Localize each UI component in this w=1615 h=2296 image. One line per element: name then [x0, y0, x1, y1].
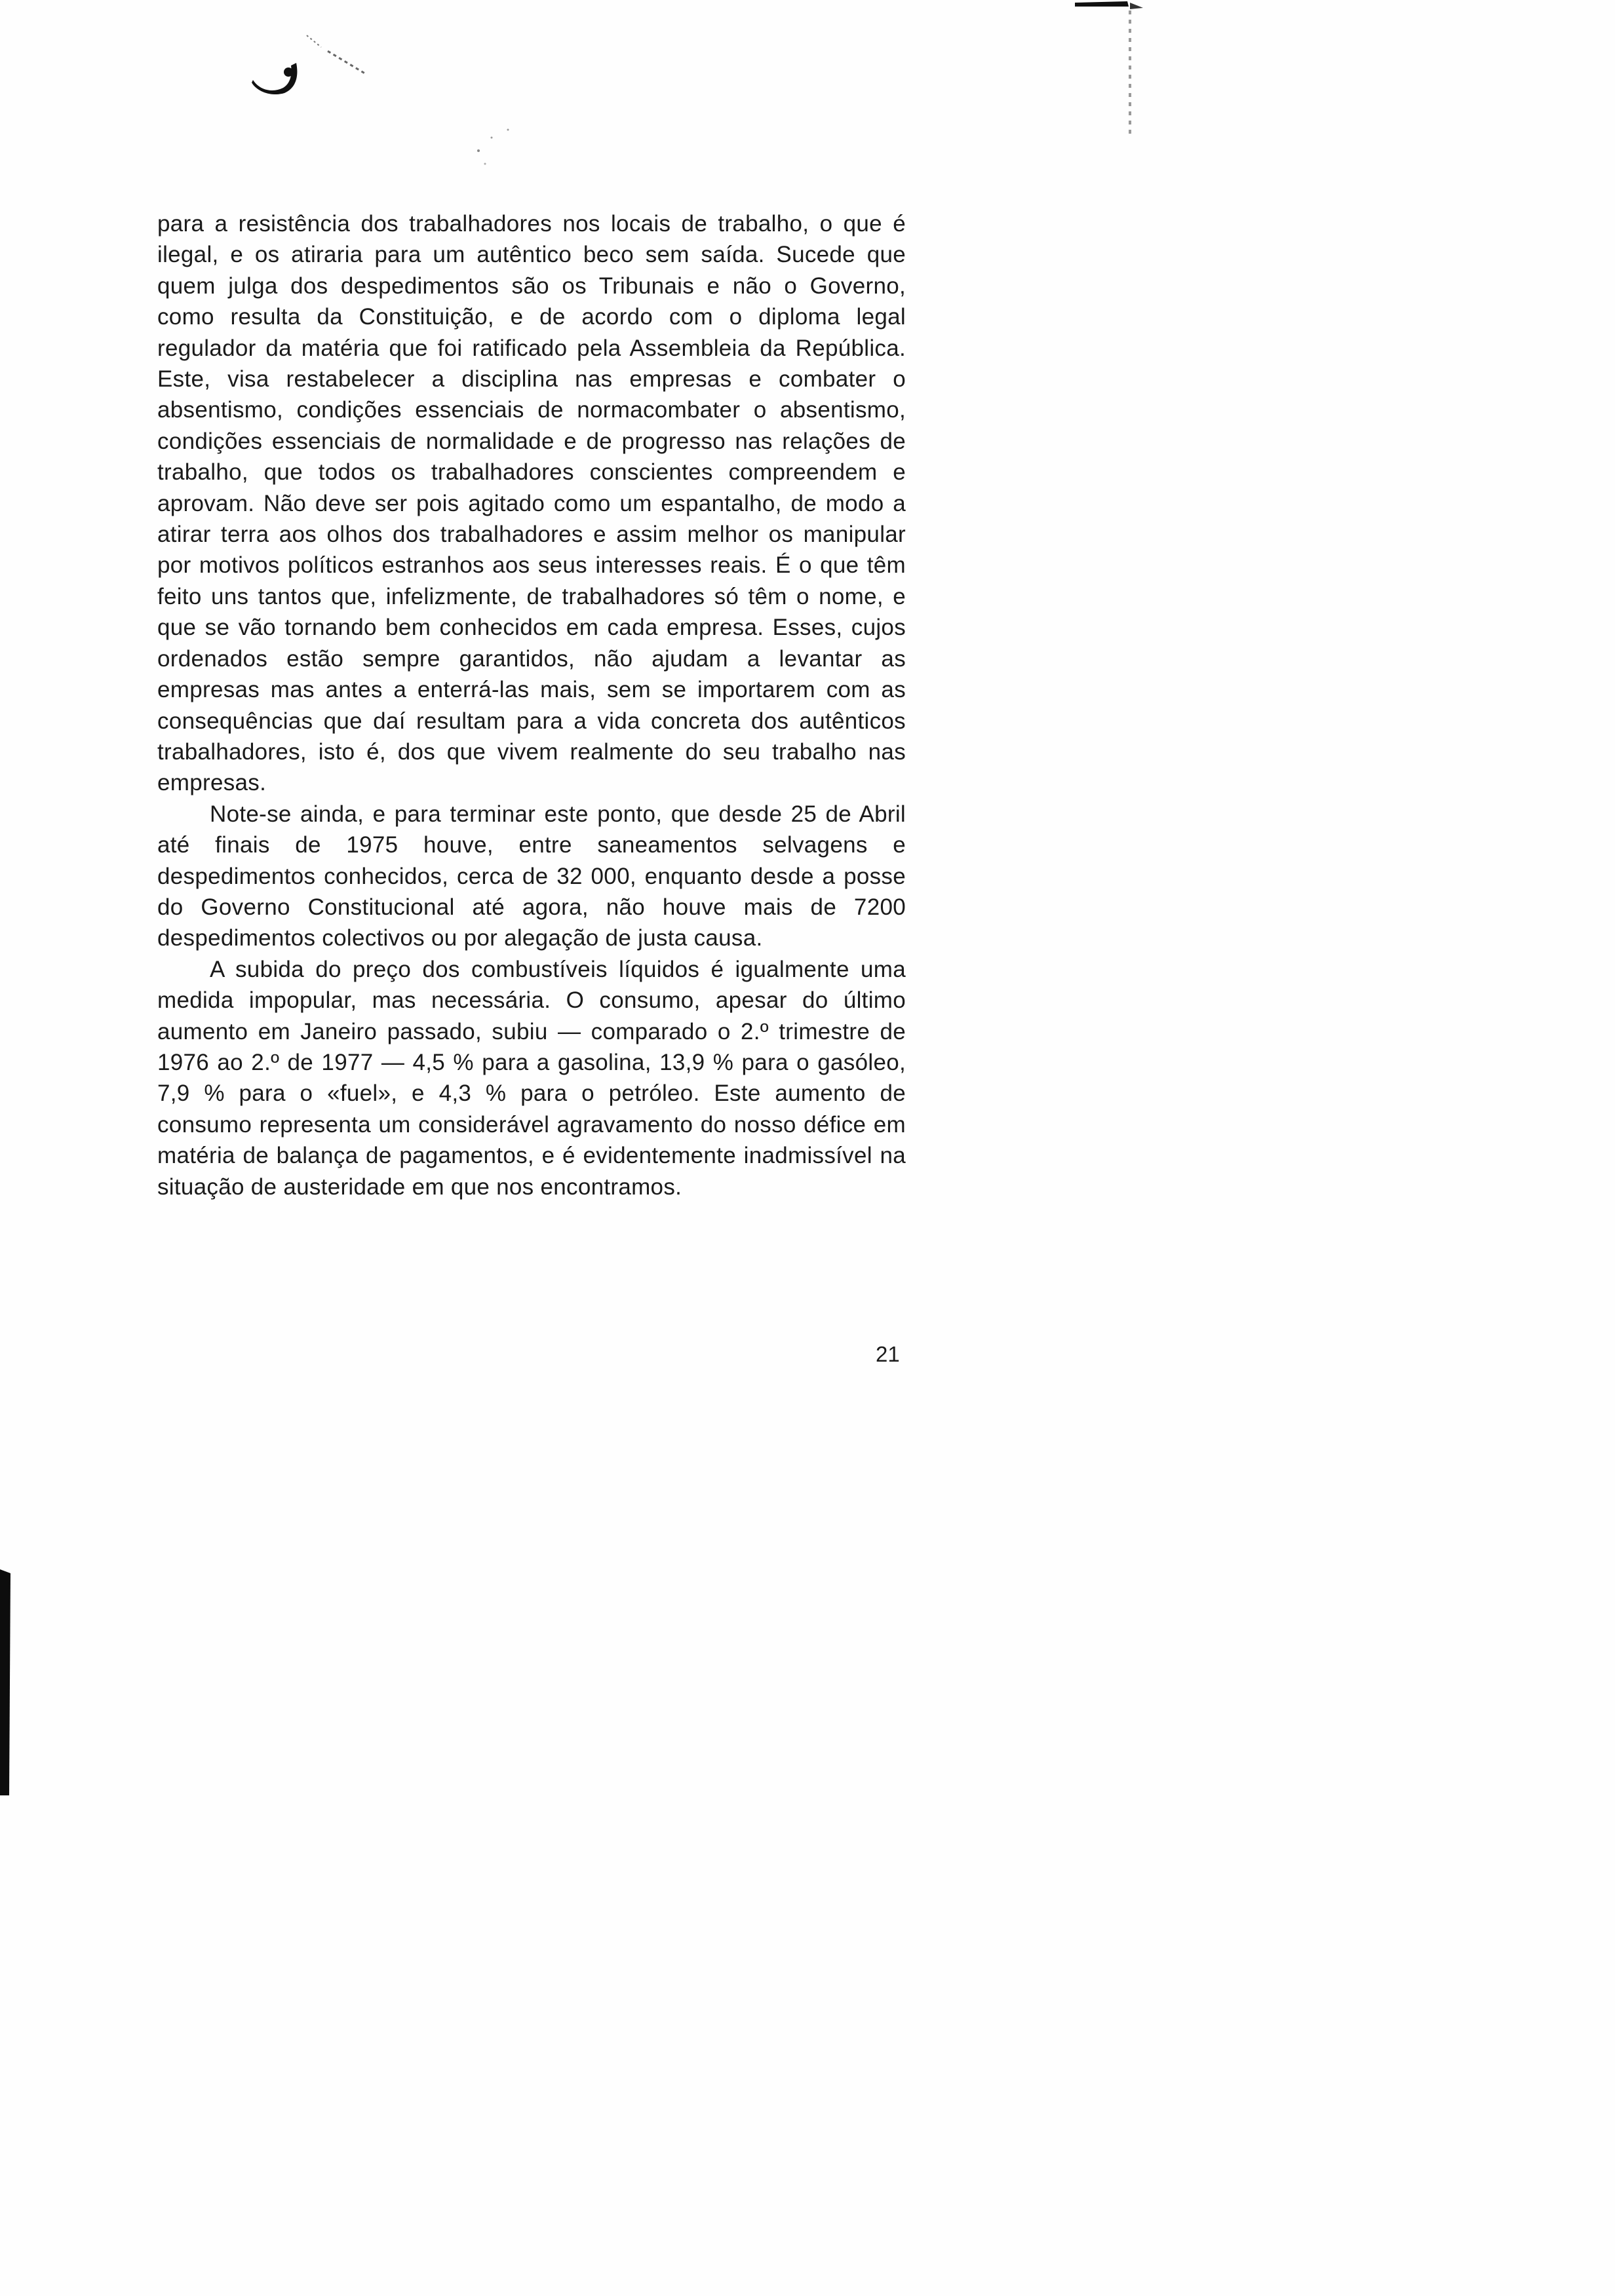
- scan-dash-marks-icon: [302, 31, 374, 77]
- paragraph-1: para a resistência dos trabalhadores nos locais de trabalho, o que é ilegal, e os atiraria para um autêntico beco sem saída. Sucede que quem julga dos despedimentos são os Tribunais e não o Governo, como resulta da Constituição, e de acordo com o diploma legal regulador da matéria que foi ratificado pela Assembleia da República. Este, visa restabelecer a disciplina nas empresas e combater o absentismo, condições essenciais de normacombater o absentismo, condições essenciais de normalidade e de progresso nas relações de trabalho, que todos os trabalhadores conscientes compreendem e aprovam. Não deve ser pois agitado como um espantalho, de modo a atirar terra aos olhos dos trabalhadores e assim melhor os manipular por motivos políticos estranhos aos seus interesses reais. É o que têm feito uns tantos que, infelizmente, de trabalhadores só têm o nome, e que se vão tornando bem conhecidos em cada empresa. Esses, cujos ordenados estão sempre garantidos, não ajudam a levantar as empresas mas antes a enterrá-las mais, sem se importarem com as consequências que daí resultam para a vida concreta dos autênticos trabalhadores, isto é, dos que vivem realmente do seu trabalho nas empresas.: [157, 211, 906, 796]
- page-number: 21: [876, 1342, 900, 1366]
- scan-mark-hook-icon: [250, 58, 309, 94]
- scan-specks-icon: [472, 124, 531, 170]
- paragraph-2: Note-se ainda, e para terminar este ponto, que desde 25 de Abril até finais de 1975 houve, entre saneamentos selvagens e despedimentos conhecidos, cerca de 32 000, enquanto desde a posse do Governo Constitucional até agora, não houve mais de 7200 despedimentos colectivos ou por alegação de justa causa.: [157, 801, 906, 951]
- paragraph-3: A subida do preço dos combustíveis líquidos é igualmente uma medida impopular, mas necessária. O consumo, apesar do último aumento em Janeiro passado, subiu — comparado o 2.º trimestre de 1976 ao 2.º de 1977 — 4,5 % para a gasolina, 13,9 % para o gasóleo, 7,9 % para o «fuel», e 4,3 % para o petróleo. Este aumento de consumo representa um considerável agravamento do nosso défice em matéria de balança de pagamentos, e é evidentemente inadmissível na situação de austeridade em que nos encontramos.: [157, 956, 906, 1200]
- scan-vertical-line: [1129, 10, 1131, 135]
- scan-left-edge-bar-icon: [0, 1569, 12, 1795]
- scan-edge-mark-icon: [1075, 0, 1147, 13]
- body-text: [157, 208, 906, 1202]
